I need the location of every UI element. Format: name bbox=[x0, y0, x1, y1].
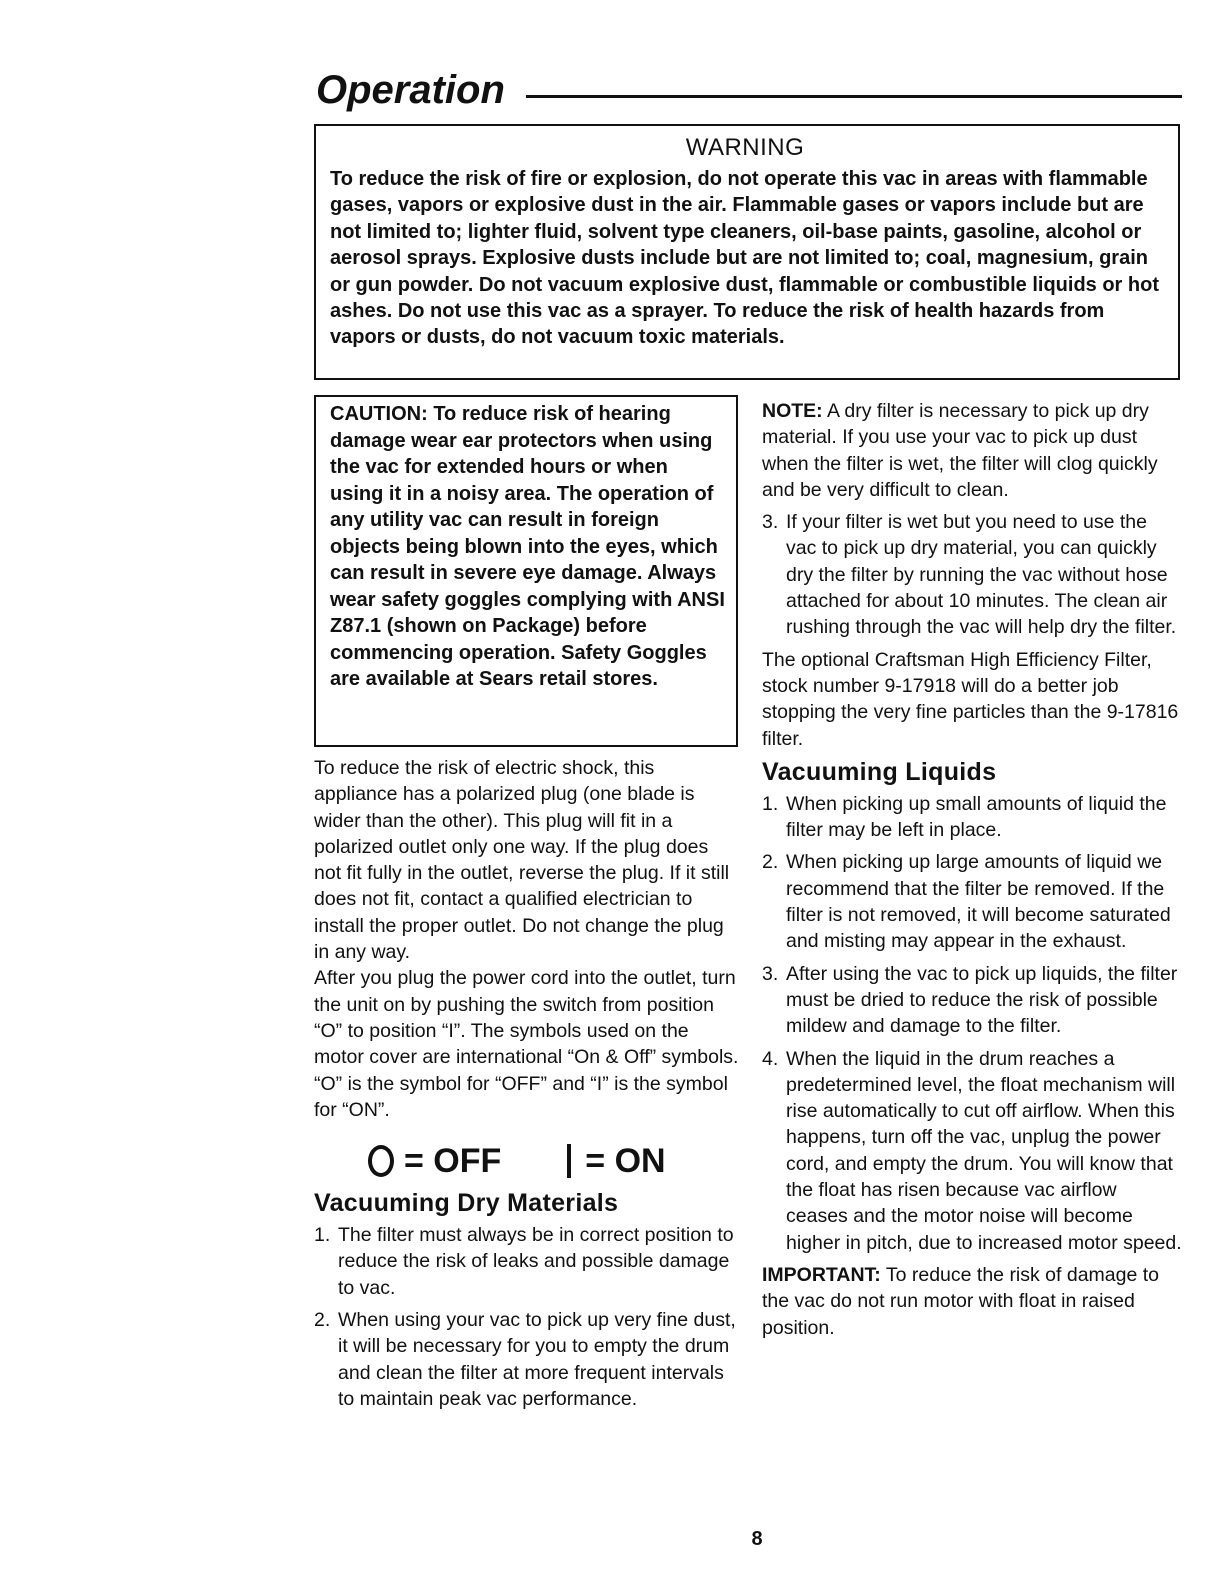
list-item bbox=[762, 509, 1182, 640]
left-column bbox=[314, 395, 740, 1418]
step-text: When picking up large amounts of liquid we recommend that the filter be removed. If the filter is not removed, it will become saturated and misting may appear in the exhaust. bbox=[786, 851, 1171, 953]
step-text: When picking up small amounts of liquid the filter may be left in place. bbox=[786, 792, 1167, 842]
optional-filter-paragraph: The optional Craftsman High Efficiency Filter, stock number 9-17918 will do a better job stopping the very fine particles than the 9-17816 filter. bbox=[762, 648, 1179, 750]
list-item bbox=[762, 961, 1182, 1040]
warning-title: WARNING bbox=[685, 134, 805, 161]
dry-steps-continued bbox=[762, 509, 1182, 640]
step-number: 2. bbox=[314, 1309, 331, 1332]
step-text: The filter must always be in correct position to reduce the risk of leaks and possible damage to vac. bbox=[338, 1224, 734, 1299]
on-label: = ON bbox=[585, 1141, 666, 1180]
list-item bbox=[762, 849, 1182, 954]
page-header bbox=[316, 68, 1182, 128]
title-rule bbox=[526, 95, 1182, 98]
step-number: 4. bbox=[762, 1047, 779, 1070]
right-column bbox=[762, 398, 1182, 1341]
switch-paragraph: After you plug the power cord into the outlet, turn the unit on by pushing the switch from position “O” to position “I”. The symbols used on the motor cover are international “On & Off” symbols. “O” is the symbol for “OFF” and “I” is the symbol for “ON”. bbox=[314, 967, 739, 1121]
step-number: 1. bbox=[314, 1224, 331, 1247]
on-off-symbols bbox=[368, 1139, 740, 1183]
warning-box bbox=[314, 124, 1180, 380]
important-label: IMPORTANT: bbox=[762, 1263, 881, 1286]
list-item bbox=[314, 1222, 740, 1301]
liquids-heading: Vacuuming Liquids bbox=[762, 757, 997, 786]
list-item bbox=[762, 1046, 1182, 1256]
caution-text: CAUTION: To reduce risk of hearing damage wear ear protectors when using the vac for extended hours or when using it in a noisy area. The operation of any utility vac can result in foreign objects being blown into the eyes, which can result in severe eye damage. Always wear safety goggles complying with ANSI Z87.1 (shown on Package) before commencing operation. Safety Goggles are available at Sears retail stores. bbox=[330, 403, 725, 690]
on-symbol-icon bbox=[567, 1144, 571, 1178]
step-number: 1. bbox=[762, 792, 779, 815]
caution-box bbox=[314, 395, 738, 747]
shock-paragraph: To reduce the risk of electric shock, this appliance has a polarized plug (one blade is wider than the other). This plug will fit in a polarized outlet only one way. If the plug does not fit fully in the outlet, reverse the plug. If it still does not fit, contact a qualified electrician to install the proper outlet. Do not change the plug in any way. bbox=[314, 757, 730, 964]
step-text: When the liquid in the drum reaches a predetermined level, the float mechanism will rise automatically to cut off airflow. When this happens, turn off the vac, unplug the power cord, and empty the drum. You will know that the float has risen because vac airflow ceases and the motor noise will become higher in pitch, due to increased motor speed. bbox=[786, 1047, 1182, 1254]
important-text: To reduce the risk of damage to the vac do not run motor with float in raised position. bbox=[762, 1263, 1160, 1339]
off-symbol-icon bbox=[368, 1145, 394, 1177]
note-label: NOTE: bbox=[762, 400, 823, 422]
dry-materials-heading: Vacuuming Dry Materials bbox=[314, 1189, 619, 1218]
page-number: 8 bbox=[751, 1528, 763, 1550]
step-text: After using the vac to pick up liquids, the filter must be dried to reduce the risk of possible mildew and damage to the filter. bbox=[786, 962, 1178, 1038]
note-text: A dry filter is necessary to pick up dry material. If you use your vac to pick up dust when the filter is wet, the filter will clog quickly and be very difficult to clean. bbox=[762, 400, 1158, 501]
list-item bbox=[314, 1307, 740, 1412]
list-item bbox=[762, 791, 1182, 844]
step-number: 3. bbox=[762, 962, 779, 985]
important-paragraph bbox=[762, 1262, 1182, 1341]
dry-steps-list bbox=[314, 1222, 740, 1412]
liquid-steps-list bbox=[762, 791, 1182, 1256]
note-paragraph bbox=[762, 398, 1182, 503]
warning-body: To reduce the risk of fire or explosion, do not operate this vac in areas with flammable gases, vapors or explosive dust in the air. Flammable gases or vapors include but are not limited to; lighter fluid, solvent type cleaners, oil-base paints, gasoline, alcohol or aerosol sprays. Explosive dusts include but are not limited to; coal, magnesium, grain or gun powder. Do not vacuum explosive dust, flammable or combustible liquids or hot ashes. Do not use this vac as a sprayer. To reduce the risk of health hazards from vapors or dusts, do not vacuum toxic materials. bbox=[330, 168, 1159, 349]
step-text: If your filter is wet but you need to use the vac to pick up dry material, you can quickly dry the filter by running the vac without hose attached for about 10 minutes. The clean air rushing through the vac will help dry the filter. bbox=[786, 511, 1177, 639]
step-number: 2. bbox=[762, 851, 779, 874]
step-number: 3. bbox=[762, 511, 779, 534]
step-text: When using your vac to pick up very fine dust, it will be necessary for you to empty the drum and clean the filter at more frequent intervals to maintain peak vac performance. bbox=[338, 1309, 736, 1410]
page-title: Operation bbox=[316, 68, 505, 112]
off-label: = OFF bbox=[404, 1141, 502, 1180]
